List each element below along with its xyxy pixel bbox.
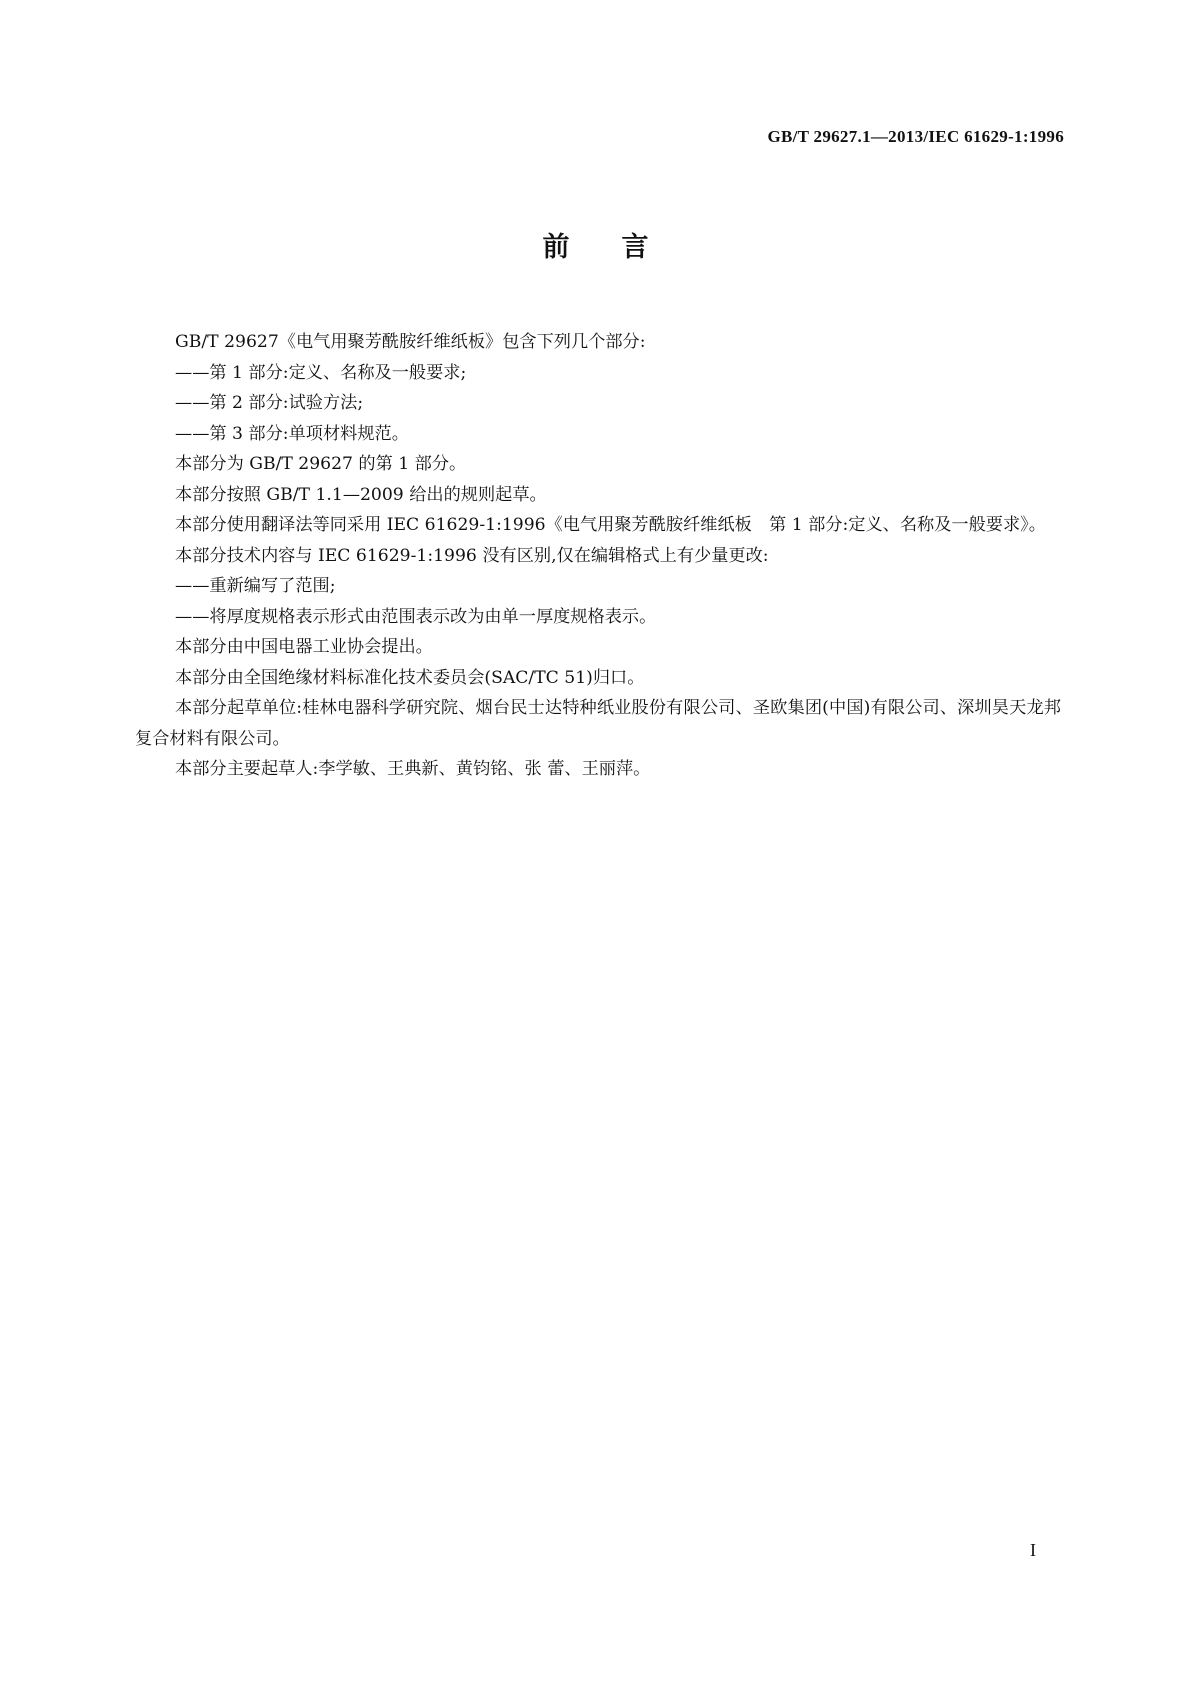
page-title: 前言	[542, 232, 701, 263]
paragraph-parts-intro: GB/T 29627《电气用聚芳酰胺纤维纸板》包含下列几个部分:	[175, 332, 646, 352]
paragraph-drafting-units: 本部分起草单位:桂林电器科学研究院、烟台民士达特种纸业股份有限公司、圣欧集团(中国)有限公司、深圳昊天龙邦复合材料有限公司。	[135, 698, 1061, 749]
paragraph-adoption: 本部分使用翻译法等同采用 IEC 61629-1:1996《电气用聚芳酰胺纤维纸板 第 1 部分:定义、名称及一般要求》。	[175, 515, 1046, 535]
paragraph-change-scope: ——重新编写了范围;	[175, 576, 336, 596]
page-number: I	[1030, 1540, 1036, 1560]
paragraph-committee: 本部分由全国绝缘材料标准化技术委员会(SAC/TC 51)归口。	[175, 667, 645, 688]
paragraph-part-statement: 本部分为 GB/T 29627 的第 1 部分。	[175, 454, 467, 474]
standard-number-header: GB/T 29627.1—2013/IEC 61629-1:1996	[767, 127, 1064, 146]
paragraph-drafting-rules: 本部分按照 GB/T 1.1—2009 给出的规则起草。	[175, 484, 547, 505]
paragraph-part-1: ——第 1 部分:定义、名称及一般要求;	[175, 362, 467, 383]
foreword-body	[135, 327, 1061, 785]
paragraph-change-thickness: ——将厚度规格表示形式由范围表示改为由单一厚度规格表示。	[175, 606, 657, 627]
paragraph-part-3: ——第 3 部分:单项材料规范。	[175, 423, 409, 444]
paragraph-drafters: 本部分主要起草人:李学敏、王典新、黄钧铭、张 蕾、王丽萍。	[175, 759, 651, 779]
paragraph-part-2: ——第 2 部分:试验方法;	[175, 393, 364, 413]
paragraph-differences: 本部分技术内容与 IEC 61629-1:1996 没有区别,仅在编辑格式上有少量更改:	[175, 545, 769, 566]
paragraph-proposer: 本部分由中国电器工业协会提出。	[175, 637, 433, 657]
